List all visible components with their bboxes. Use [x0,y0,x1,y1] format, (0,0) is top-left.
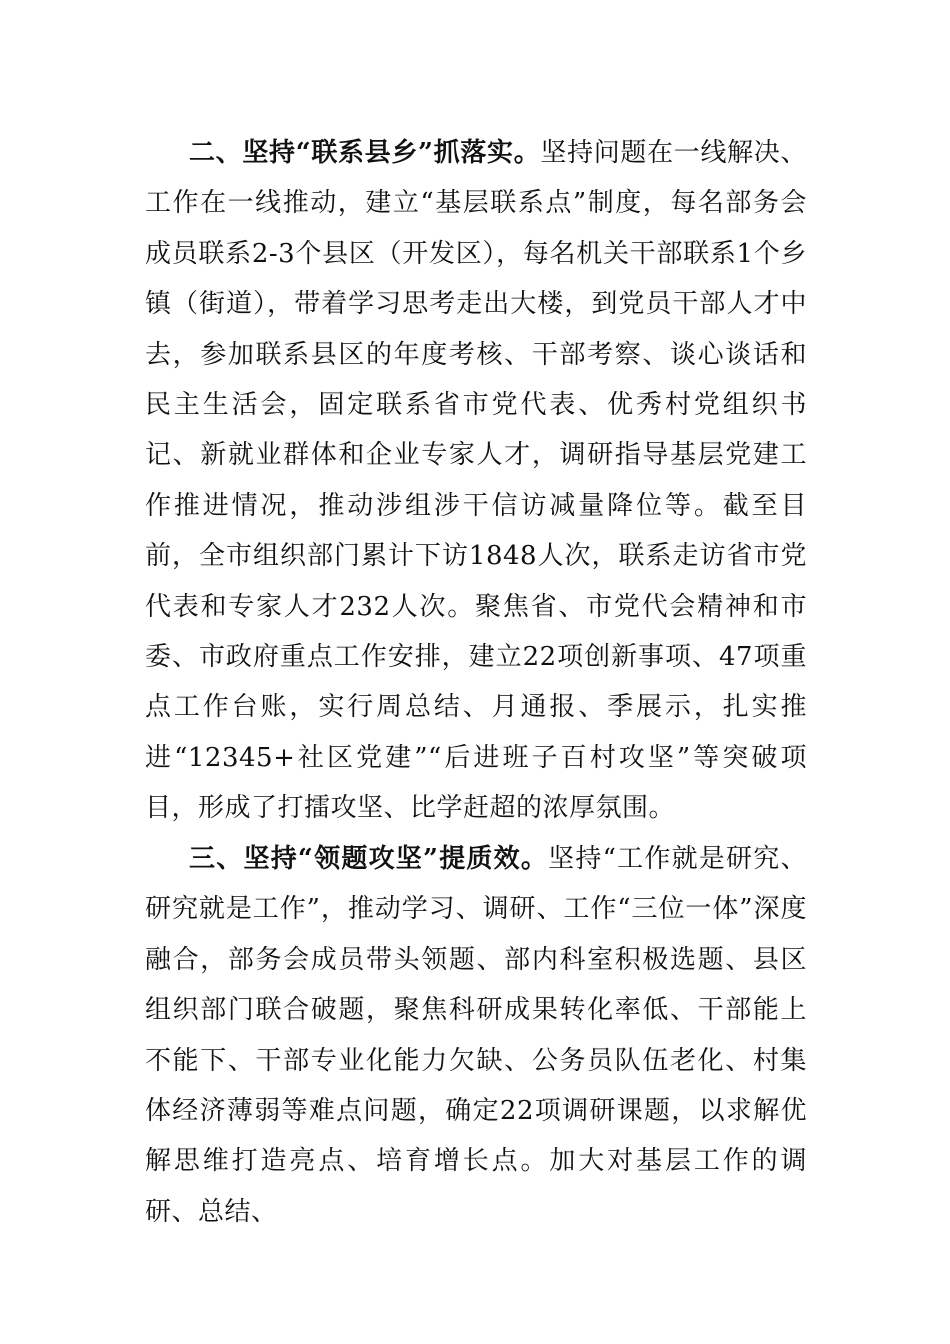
paragraph-body: 坚持问题在一线解决、工作在一线推动，建立“基层联系点”制度，每名部务会成员联系2-3个县区（开发区），每名机关干部联系1个乡镇（街道），带着学习思考走出大楼，到党员干部人才中去，参加联系县区的年度考核、干部考察、谈心谈话和民主生活会，固定联系省市党代表、优秀村党组织书记、新就业群体和企业专家人才，调研指导基层党建工作推进情况，推动涉组涉干信访减量降位等。截至目前，全市组织部门累计下访1848人次，联系走访省市党代表和专家人才232人次。聚焦省、市党代会精神和市委、市政府重点工作安排，建立22项创新事项、47项重点工作台账，实行周总结、月通报、季展示，扎实推进“12345+社区党建”“后进班子百村攻坚”等突破项目，形成了打擂攻坚、比学赶超的浓厚氛围。 [145,138,807,824]
paragraph-heading: 二、坚持“联系县乡”抓落实。 [189,138,541,168]
paragraph-liaison [145,128,807,834]
paragraph-heading: 三、坚持“领题攻坚”提质效。 [189,844,549,874]
paragraph-research [145,834,807,1237]
paragraph-body: 坚持“工作就是研究、研究就是工作”，推动学习、调研、工作“三位一体”深度融合，部务会成员带头领题、部内科室积极选题、县区组织部门联合破题，聚焦科研成果转化率低、干部能上不能下、干部专业化能力欠缺、公务员队伍老化、村集体经济薄弱等难点问题，确定22项调研课题，以求解优解思维打造亮点、培育增长点。加大对基层工作的调研、总结、 [145,844,807,1227]
